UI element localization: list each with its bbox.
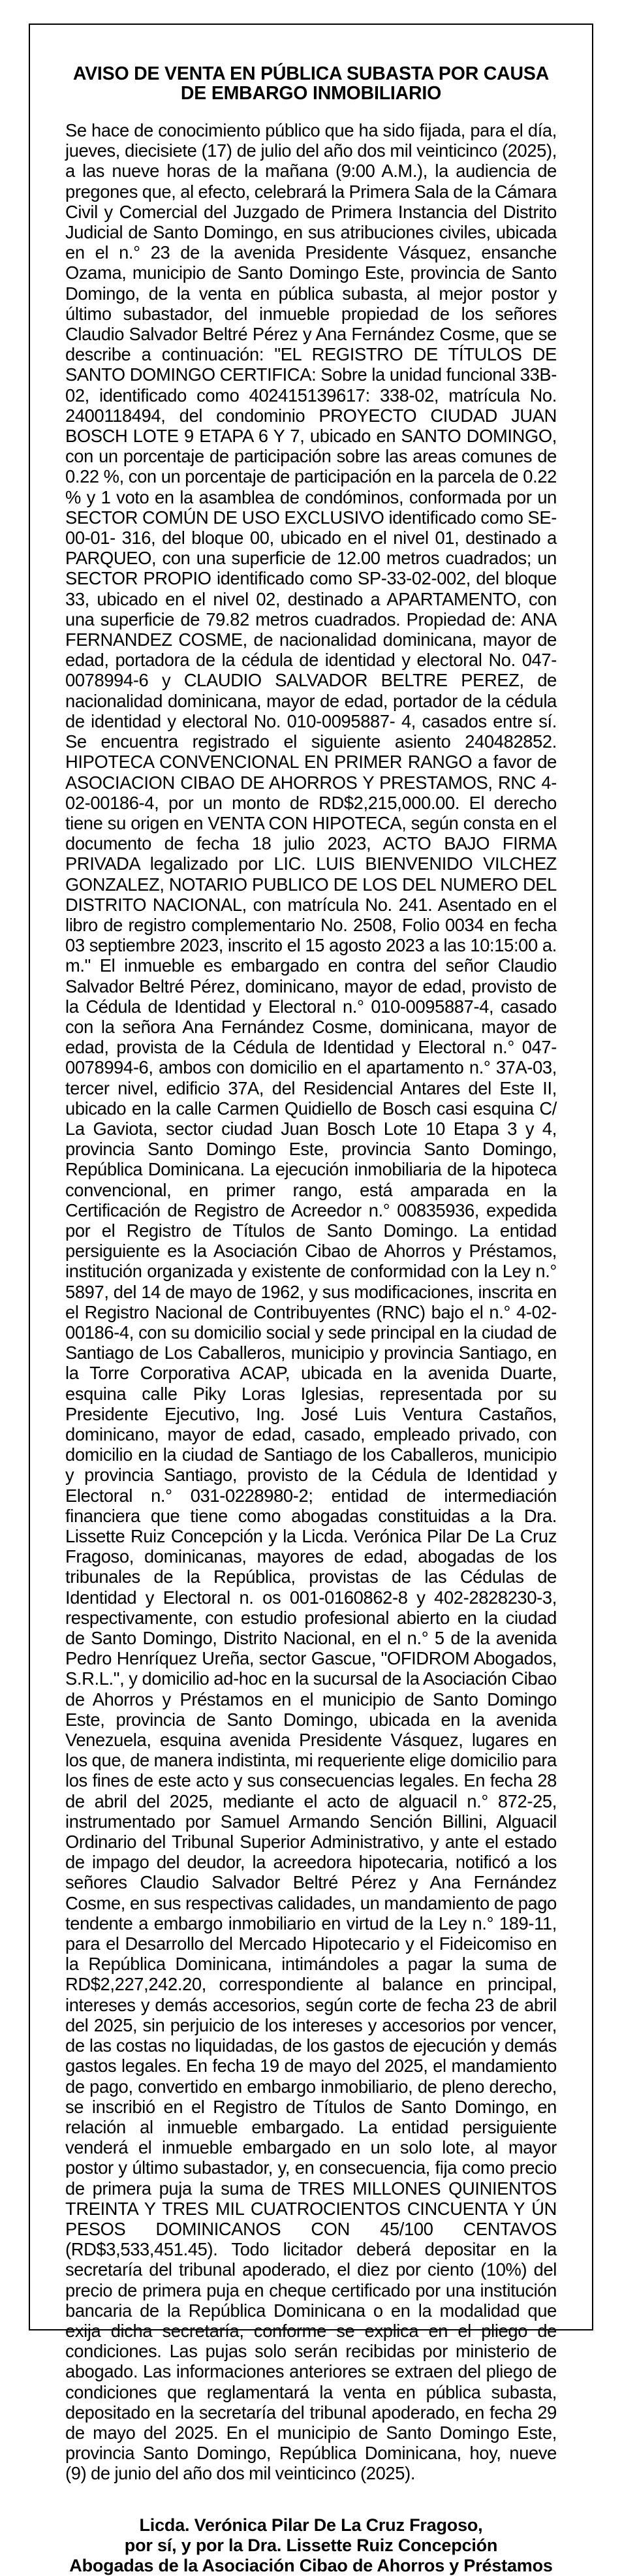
legal-notice	[29, 24, 593, 2575]
notice-title-line-1: AVISO DE VENTA EN PÚBLICA SUBASTA POR CAUSA	[72, 63, 550, 84]
signature-cosigner: por sí, y por la Dra. Lissette Ruiz Concepción	[124, 2535, 498, 2555]
notice-body: Se hace de conocimiento público que ha sido fijada, para el día, jueves, diecisiete (17) de julio del año dos mil veinticinco (2025), a las nueve horas de la mañana (9:00 A.M.), la audiencia de pregones que, al efecto, celebrará la Primera Sala de la Cámara Civil y Comercial del Juzgado de Primera Instancia del Distrito Judicial de Santo Domingo, en sus atribuciones civiles, ubicada en el n.° 23 de la avenida Presidente Vásquez, ensanche Ozama, municipio de Santo Domingo Este, provincia de Santo Domingo, de la venta en pública subasta, al mejor postor y último subastador, del inmueble propiedad de los señores Claudio Salvador Beltré Pérez y Ana Fernández Cosme, que se describe a continuación: "EL REGISTRO DE TÍTULOS DE SANTO DOMINGO CERTIFICA: Sobre la unidad funcional 33B-02, identificado como 402415139617: 338-02, matrícula No. 2400118494, del condominio PROYECTO CIUDAD JUAN BOSCH LOTE 9 ETAPA 6 Y 7, ubicado en SANTO DOMINGO, con un porcentaje de participación sobre las areas comunes de 0.22 %, con un porcentaje de participación en la parcela de 0.22 % y 1 voto en la asamblea de condóminos, conformada por un SECTOR COMÚN DE USO EXCLUSIVO identificado como SE-00-01- 316, del bloque 00, ubicado en el nivel 01, destinado a PARQUEO, con una superficie de 12.00 metros cuadrados; un SECTOR PROPIO identificado como SP-33-02-002, del bloque 33, ubicado en el nivel 02, destinado a APARTAMENTO, con una superficie de 79.82 metros cuadrados. Propiedad de: ANA FERNANDEZ COSME, de nacionalidad dominicana, mayor de edad, portadora de la cédula de identidad y electoral No. 047-0078994-6 y CLAUDIO SALVADOR BELTRE PEREZ, de nacionalidad dominicana, mayor de edad, portador de la cédula de identidad y electoral No. 010-0095887- 4, casados entre sí. Se encuentra registrado el siguiente asiento 240482852. HIPOTECA CONVENCIONAL EN PRIMER RANGO a favor de ASOCIACION CIBAO DE AHORROS Y PRESTAMOS, RNC 4-02-00186-4, por un monto de RD$2,215,000.00. El derecho tiene su origen en VENTA CON HIPOTECA, según consta en el documento de fecha 18 julio 2023, ACTO BAJO FIRMA PRIVADA legalizado por LIC. LUIS BIENVENIDO VILCHEZ GONZALEZ, NOTARIO PUBLICO DE LOS DEL NUMERO DEL DISTRITO NACIONAL, con matrícula No. 241. Asentado en el libro de registro complementario No. 2508, Folio 0034 en fecha 03 septiembre 2023, inscrito el 15 agosto 2023 a las 10:15:00 a. m." El inmueble es embargado en contra del señor Claudio Salvador Beltré Pérez, dominicano, mayor de edad, provisto de la Cédula de Identidad y Electoral n.° 010-0095887-4, casado con la señora Ana Fernández Cosme, dominicana, mayor de edad, provista de la Cédula de Identidad y Electoral n.° 047-0078994-6, ambos con domicilio en el apartamento n.° 37A-03, tercer nivel, edificio 37A, del Residencial Antares del Este II, ubicado en la calle Carmen Quidiello de Bosch casi esquina C/ La Gaviota, sector ciudad Juan Bosch Lote 10 Etapa 3 y 4, provincia Santo Domingo Este, provincia Santo Domingo, República Dominicana. La ejecución inmobiliaria de la hipoteca convencional, en primer rango, está amparada en la Certificación de Registro de Acreedor n.° 00835936, expedida por el Registro de Títulos de Santo Domingo. La entidad persiguiente es la Asociación Cibao de Ahorros y Préstamos, institución organizada y existente de conformidad con la Ley n.° 5897, del 14 de mayo de 1962, y sus modificaciones, inscrita en el Registro Nacional de Contribuyentes (RNC) bajo el n.° 4-02-00186-4, con su domicilio social y sede principal en la ciudad de Santiago de Los Caballeros, municipio y provincia Santiago, en la Torre Corporativa ACAP, ubicada en la avenida Duarte, esquina calle Piky Loras Iglesias, representada por su Presidente Ejecutivo, Ing. José Luis Ventura Castaños, dominicano, mayor de edad, casado, empleado privado, con domicilio en la ciudad de Santiago de los Caballeros, municipio y provincia Santiago, provisto de la Cédula de Identidad y Electoral n.° 031-0228980-2; entidad de intermediación financiera que tiene como abogadas constituidas a la Dra. Lissette Ruiz Concepción y la Licda. Verónica Pilar De La Cruz Fragoso, dominicanas, mayores de edad, abogadas de los tribunales de la República, provistas de las Cédulas de Identidad y Electoral n. os 001-0160862-8 y 402-2828230-3, respectivamente, con estudio profesional abierto en la ciudad de Santo Domingo, Distrito Nacional, en el n.° 5 de la avenida Pedro Henríquez Ureña, sector Gascue, "OFIDROM Abogados, S.R.L.", y domicilio ad-hoc en la sucursal de la Asociación Cibao de Ahorros y Préstamos en el municipio de Santo Domingo Este, provincia de Santo Domingo, ubicada en la avenida Venezuela, esquina avenida Presidente Vásquez, lugares en los que, de manera indistinta, mi requeriente elige domicilio para los fines de este acto y sus consecuencias legales. En fecha 28 de abril del 2025, mediante el acto de alguacil n.° 872-25, instrumentado por Samuel Armando Sención Billini, Alguacil Ordinario del Tribunal Superior Administrativo, y ante el estado de impago del deudor, la acreedora hipotecaria, notificó a los señores Claudio Salvador Beltré Pérez y Ana Fernández Cosme, en sus respectivas calidades, un mandamiento de pago tendente a embargo inmobiliario en virtud de la Ley n.° 189-11, para el Desarrollo del Mercado Hipotecario y el Fideicomiso en la República Dominicana, intimándoles a pagar la suma de RD$2,227,242.20, correspondiente al balance en principal, intereses y demás accesorios, según corte de fecha 23 de abril del 2025, sin perjuicio de los intereses y accesorios por vencer, de las costas no liquidadas, de los gastos de ejecución y demás gastos legales. En fecha 19 de mayo del 2025, el mandamiento de pago, convertido en embargo inmobiliario, de pleno derecho, se inscribió en el Registro de Títulos de Santo Domingo, en relación al inmueble embargado. La entidad persiguiente venderá el inmueble embargado en un solo lote, al mayor postor y último subastador, y, en consecuencia, fija como precio de primera puja la suma de TRES MILLONES QUINIENTOS TREINTA Y TRES MIL CUATROCIENTOS CINCUENTA Y ÚN PESOS DOMINICANOS CON 45/100 CENTAVOS (RD$3,533,451.45). Todo licitador deberá depositar en la secretaría del tribunal apoderado, el diez por ciento (10%) del precio de primera puja en cheque certificado por una institución bancaria de la República Dominicana o en la modalidad que exija dicha secretaría, conforme se explica en el pliego de condiciones. Las pujas solo serán recibidas por ministerio de abogado. Las informaciones anteriores se extraen del pliego de condiciones que reglamentará la venta en pública subasta, depositado en la secretaría del tribunal apoderado, en fecha 29 de mayo del 2025. En el municipio de Santo Domingo Este, provincia Santo Domingo, República Dominicana, hoy, nueve (9) de junio del año dos mil veinticinco (2025).	[65, 120, 557, 2484]
signature-role: Abogadas de la Asociación Cibao de Ahorros y Préstamos	[69, 2555, 553, 2575]
signature-name: Licda. Verónica Pilar De La Cruz Fragoso,	[139, 2515, 483, 2535]
notice-title	[65, 64, 557, 103]
notice-title-line-2: DE EMBARGO INMOBILIARIO	[180, 83, 442, 104]
signature-block	[65, 2515, 557, 2576]
